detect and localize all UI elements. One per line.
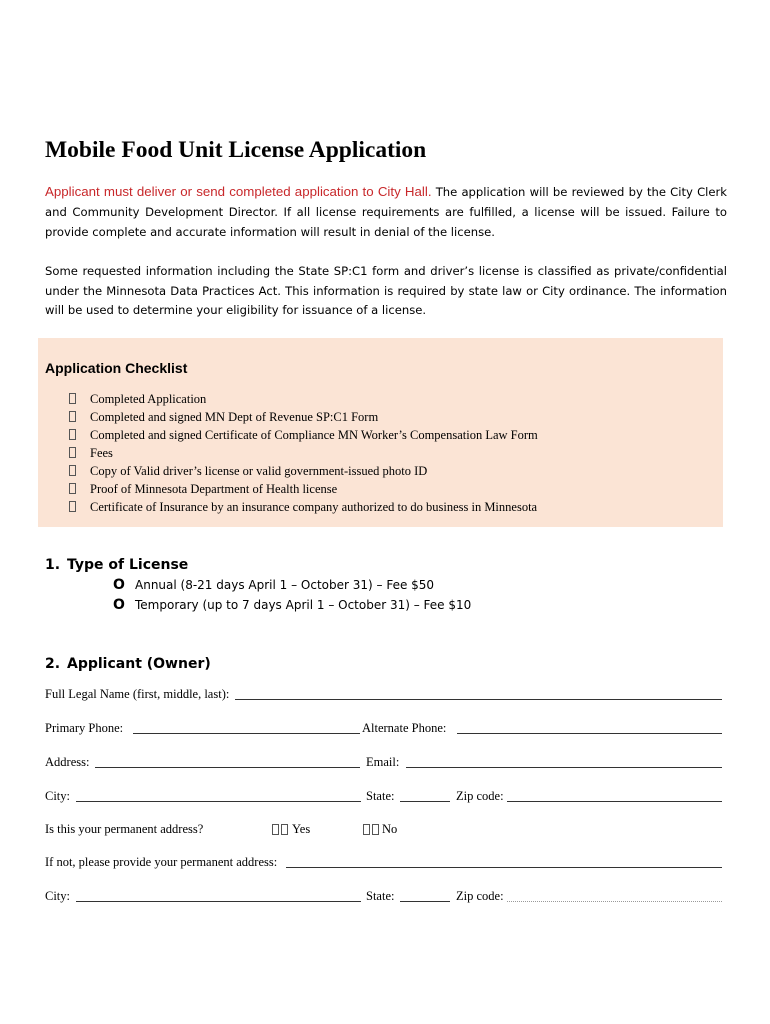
radio-bullet[interactable]: O [113, 577, 125, 593]
alternate-phone-label: Alternate Phone: [362, 721, 447, 735]
section-number: 1. [45, 557, 61, 573]
checkbox-icon[interactable] [281, 824, 288, 835]
permanent-address-row [0, 820, 770, 838]
state-field[interactable] [400, 801, 450, 802]
intro-paragraph [45, 182, 727, 242]
license-option-temporary[interactable] [0, 595, 770, 615]
radio-bullet[interactable]: O [113, 597, 125, 613]
primary-phone-label: Primary Phone: [45, 721, 124, 735]
checklist-item-label: Completed and signed Certificate of Compliance MN Worker’s Compensation Law Form [90, 428, 538, 442]
checklist-item [38, 390, 723, 408]
address-email-row [0, 753, 770, 771]
checklist-item [38, 462, 723, 480]
primary-phone-field[interactable] [133, 733, 360, 734]
checklist-item-label: Proof of Minnesota Department of Health license [90, 482, 338, 496]
checklist-item-label: Certificate of Insurance by an insurance company authorized to do business in Minnesota [90, 500, 538, 514]
review-text: The application will be reviewed by the City Clerk and Community Development Director. If all license requirements are fulfilled, a license will be issued. Failure to provide complete and accurate information will result in denial of the license. [45, 185, 728, 239]
checkbox-icon[interactable] [69, 483, 76, 494]
checkbox-icon[interactable] [69, 393, 76, 404]
full-legal-name-row [0, 685, 770, 703]
email-label: Email: [366, 755, 400, 769]
permanent-address-label: If not, please provide your permanent address: [45, 855, 278, 869]
checklist-items [38, 390, 723, 516]
city-state-zip-row [0, 787, 770, 805]
full-legal-name-label: Full Legal Name (first, middle, last): [45, 687, 230, 701]
checkbox-icon[interactable] [69, 429, 76, 440]
checklist-item-label: Completed and signed MN Dept of Revenue SP:C1 Form [90, 410, 379, 424]
full-legal-name-field[interactable] [235, 699, 722, 700]
checklist-item [38, 498, 723, 516]
email-field[interactable] [406, 767, 722, 768]
checklist-item-label: Completed Application [90, 392, 207, 406]
zip-code-label: Zip code: [456, 789, 504, 803]
section-title: Type of License [67, 557, 189, 573]
document-title: Mobile Food Unit License Application [45, 137, 427, 163]
phone-row [0, 719, 770, 737]
alternate-phone-field[interactable] [457, 733, 722, 734]
permanent-address-line-row [0, 853, 770, 871]
permanent-address-question: Is this your permanent address? [45, 822, 204, 836]
option-label: Annual (8-21 days April 1 – October 31) – Fee $50 [135, 578, 435, 592]
section-title: Applicant (Owner) [67, 656, 211, 672]
address-label: Address: [45, 755, 90, 769]
checkbox-icon[interactable] [69, 447, 76, 458]
city-label: City: [45, 789, 71, 803]
checklist-item [38, 408, 723, 426]
no-label: No [382, 822, 398, 836]
permanent-state-label: State: [366, 889, 395, 903]
permanent-zip-code-label: Zip code: [456, 889, 504, 903]
checklist-item [38, 426, 723, 444]
permanent-state-field[interactable] [400, 901, 450, 902]
submission-notice: Applicant must deliver or send completed application to City Hall. [45, 184, 432, 199]
section-number: 2. [45, 656, 61, 672]
application-checklist [38, 338, 723, 527]
checkbox-icon[interactable] [363, 824, 370, 835]
checkbox-icon[interactable] [69, 465, 76, 476]
permanent-city-field[interactable] [76, 901, 361, 902]
checklist-item [38, 444, 723, 462]
section-type-of-license-heading [45, 556, 345, 574]
checkbox-icon[interactable] [69, 411, 76, 422]
license-option-annual[interactable] [0, 575, 770, 595]
checkbox-icon[interactable] [272, 824, 279, 835]
checkbox-icon[interactable] [372, 824, 379, 835]
privacy-notice: Some requested information including the State SP:C1 form and driver’s license is classified as private/confidential under the Minnesota Data Practices Act. This information is required by state law or City ordinance. The information will be used to determine your eligibility for issuance of a license. [45, 264, 727, 318]
permanent-city-state-zip-row [0, 887, 770, 905]
checklist-item-label: Fees [90, 446, 113, 460]
checklist-heading: Application Checklist [45, 360, 188, 376]
yes-label: Yes [292, 822, 311, 836]
permanent-address-field[interactable] [286, 867, 722, 868]
checklist-item-label: Copy of Valid driver’s license or valid government-issued photo ID [90, 464, 428, 478]
checklist-item [38, 480, 723, 498]
section-applicant-heading [45, 655, 345, 673]
permanent-city-label: City: [45, 889, 71, 903]
permanent-zip-code-field[interactable] [507, 901, 722, 902]
state-label: State: [366, 789, 395, 803]
zip-code-field[interactable] [507, 801, 722, 802]
address-field[interactable] [95, 767, 360, 768]
option-label: Temporary (up to 7 days April 1 – October 31) – Fee $10 [135, 598, 472, 612]
city-field[interactable] [76, 801, 361, 802]
checkbox-icon[interactable] [69, 501, 76, 512]
